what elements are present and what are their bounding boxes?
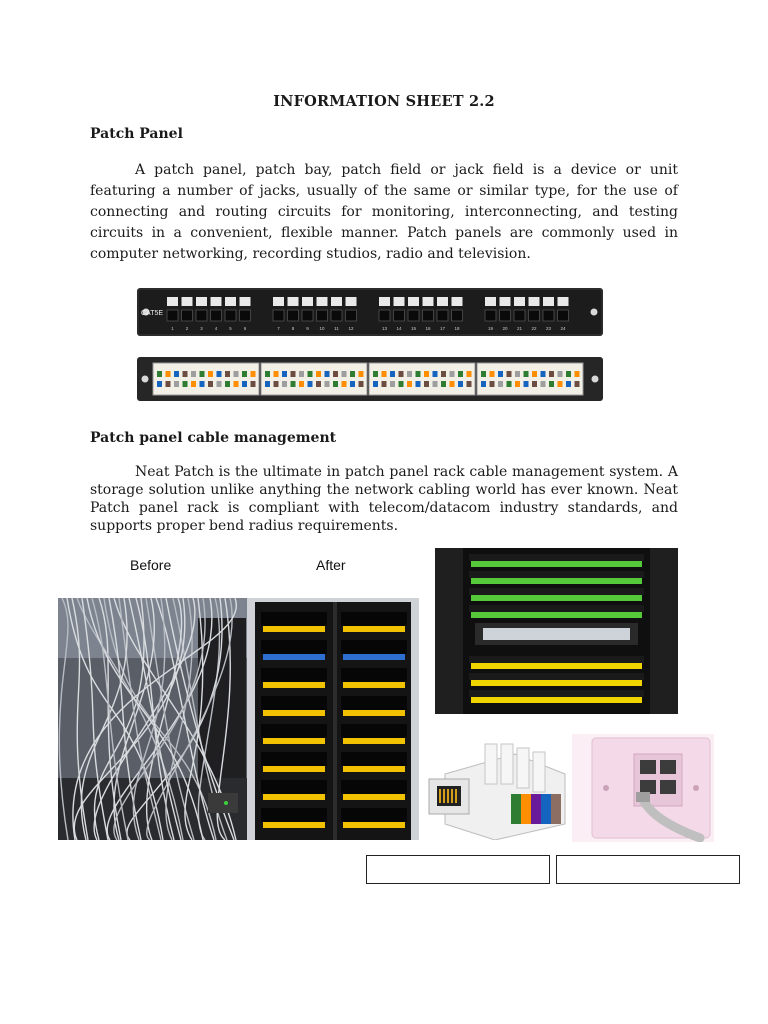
wire-pair (225, 381, 230, 387)
keystone-jack-photo (425, 734, 575, 840)
wire-pair (515, 371, 520, 377)
wire-pair (498, 371, 503, 377)
wire-pair (333, 371, 338, 377)
port-top-marker (302, 297, 313, 306)
caption-box-wall-plate[interactable] (556, 855, 740, 884)
port-number-label: 19 (487, 326, 494, 331)
wire-pair (450, 381, 455, 387)
cable-manager (341, 724, 407, 738)
wire-pair (441, 371, 446, 377)
port-number-label: 6 (243, 326, 247, 331)
rj45-port (302, 310, 313, 321)
wire-pair (274, 371, 279, 377)
wire-pair (382, 381, 387, 387)
wire-pair (251, 371, 256, 377)
port-number-label: 4 (214, 326, 218, 331)
cable-manager (341, 780, 407, 794)
wire-pair (498, 381, 503, 387)
cable-manager (341, 696, 407, 710)
punchdown-block (477, 363, 583, 395)
rj45-port (543, 310, 554, 321)
rack-cable-manager (469, 673, 644, 680)
wire-pair (174, 371, 179, 377)
cable-manager (341, 808, 407, 822)
rj45-port (317, 310, 328, 321)
wire-pair (424, 381, 429, 387)
port-number-label: 23 (545, 326, 552, 331)
cable-manager (261, 696, 327, 710)
port-top-marker (240, 297, 251, 306)
wire-pair (458, 381, 463, 387)
port-top-marker (346, 297, 357, 306)
wire-pair (390, 381, 395, 387)
port-top-marker (437, 297, 448, 306)
rj45-port (240, 310, 251, 321)
rj45-port (529, 310, 540, 321)
wire-pair (333, 381, 338, 387)
port-top-marker (182, 297, 193, 306)
wire-pair (200, 381, 205, 387)
port-number-label: 1 (171, 326, 174, 331)
rj45-port (394, 310, 405, 321)
wire-pair (407, 381, 412, 387)
wire-pair (450, 371, 455, 377)
patch-panel-rear-image (137, 357, 603, 401)
wire-pair (299, 381, 304, 387)
rj45-port (437, 310, 448, 321)
wire-pair (549, 381, 554, 387)
port-top-marker (379, 297, 390, 306)
rack-cable-manager (469, 571, 644, 578)
wire-pair (558, 371, 563, 377)
port-number-label: 17 (439, 326, 446, 331)
wire-pair (390, 371, 395, 377)
wire-pair (373, 381, 378, 387)
wire-pair (316, 381, 321, 387)
port-top-marker (196, 297, 207, 306)
panel-model-label: CAT5E (141, 310, 164, 317)
wire-pair (549, 371, 554, 377)
wire-pair (507, 371, 512, 377)
port-number-label: 2 (185, 326, 189, 331)
wire-pair (532, 371, 537, 377)
wire-pair (291, 381, 296, 387)
patch-cables (343, 682, 405, 688)
wire-pair (217, 371, 222, 377)
rj45-port (500, 310, 511, 321)
wire-pair (541, 381, 546, 387)
patch-panel-paragraph: A patch panel, patch bay, patch field or jack field is a device or unit featuring a number of jacks, usually of the same or similar type, for the use of connecting and routing circuits for monitoring, interconnecting, and testing circuits in a convenient, flexible manner. Patch panels are commonly used in computer networking, recording studios, radio and television. (90, 162, 678, 262)
wire-pair (424, 371, 429, 377)
wire-pair (325, 371, 330, 377)
patch-cables (263, 626, 325, 632)
rj45-port (331, 310, 342, 321)
wire-pair (342, 371, 347, 377)
wire-pair (282, 381, 287, 387)
patch-cables (343, 766, 405, 772)
rack-patch-cables (471, 578, 642, 584)
rack-cable-management-photo (435, 548, 678, 714)
wire-pair (208, 371, 213, 377)
cable-manager (341, 752, 407, 766)
wire-pair (490, 381, 495, 387)
wire-pair (308, 371, 313, 377)
wire-pair (541, 371, 546, 377)
wire-pair (282, 371, 287, 377)
cable-manager (261, 780, 327, 794)
cable-manager (341, 612, 407, 626)
port-top-marker (514, 297, 525, 306)
port-number-label: 11 (334, 326, 339, 331)
wire-pair (399, 371, 404, 377)
port-top-marker (331, 297, 342, 306)
rj45-port (423, 310, 434, 321)
patch-cables (343, 822, 405, 828)
color-code-label (511, 794, 561, 824)
port-top-marker (408, 297, 419, 306)
port-number-label: 15 (410, 326, 417, 331)
port-number-label: 7 (277, 326, 280, 331)
port-top-marker (500, 297, 511, 306)
rack-patch-cables (471, 663, 642, 669)
wire-pair (441, 381, 446, 387)
page-title: INFORMATION SHEET 2.2 (273, 93, 495, 110)
rj45-port (196, 310, 207, 321)
patch-cables (263, 738, 325, 744)
rj45-port (211, 310, 222, 321)
wire-pair (524, 381, 529, 387)
wire-pair (234, 371, 239, 377)
rj45-port (452, 310, 463, 321)
wire-pair (515, 381, 520, 387)
punchdown-block (261, 363, 367, 395)
port-number-label: 24 (560, 326, 566, 331)
rj45-port (558, 310, 569, 321)
wire-pair (217, 381, 222, 387)
rj45-port (273, 310, 284, 321)
wire-pair (299, 371, 304, 377)
patch-cables (263, 794, 325, 800)
wire-pair (174, 381, 179, 387)
wire-pair (157, 381, 162, 387)
port-number-label: 12 (348, 326, 354, 331)
patch-cables (263, 710, 325, 716)
port-top-marker (273, 297, 284, 306)
rj45-port (485, 310, 496, 321)
wire-pair (316, 371, 321, 377)
port-number-label: 20 (502, 326, 508, 331)
before-label: Before (130, 557, 172, 573)
port-number-label: 9 (306, 326, 309, 331)
wire-pair (166, 371, 171, 377)
wire-pair (481, 381, 486, 387)
wire-pair (373, 371, 378, 377)
cable-manager (341, 668, 407, 682)
wire-pair (191, 381, 196, 387)
rj45-port (225, 310, 236, 321)
wire-pair (507, 381, 512, 387)
section-heading-cable-management: Patch panel cable management (90, 430, 337, 446)
wire-pair (251, 381, 256, 387)
section-heading-patch-panel: Patch Panel (90, 126, 183, 142)
wire-pair (234, 381, 239, 387)
port-number-label: 22 (531, 326, 537, 331)
port-number-label: 18 (454, 326, 460, 331)
wire-pair (416, 371, 421, 377)
wire-pair (575, 381, 580, 387)
after-rack-photo (247, 598, 419, 840)
rack-patch-cables (471, 561, 642, 567)
rack-cable-manager (469, 588, 644, 595)
port-top-marker (558, 297, 569, 306)
wire-pair (566, 371, 571, 377)
patch-cables (343, 738, 405, 744)
wire-pair (433, 381, 438, 387)
wire-pair (532, 381, 537, 387)
rj45-port (346, 310, 357, 321)
wire-pair (225, 371, 230, 377)
rj45-port (167, 310, 178, 321)
rj45-port (379, 310, 390, 321)
before-rack-photo (58, 598, 250, 840)
wire-pair (183, 371, 188, 377)
port-number-label: 10 (319, 326, 325, 331)
rj45-port (408, 310, 419, 321)
port-number-label: 14 (396, 326, 402, 331)
wire-pair (157, 371, 162, 377)
rack-patch-cables (471, 680, 642, 686)
port-number-label: 16 (425, 326, 431, 331)
port-top-marker (288, 297, 299, 306)
wire-pair (274, 381, 279, 387)
port-top-marker (423, 297, 434, 306)
port-top-marker (543, 297, 554, 306)
wire-pair (183, 381, 188, 387)
cable-manager (261, 808, 327, 822)
caption-box-keystone-jack[interactable] (366, 855, 550, 884)
patch-cables (343, 794, 405, 800)
wire-pair (524, 371, 529, 377)
patch-panel-front-image (137, 288, 603, 336)
cable-manager (341, 640, 407, 654)
port-number-label: 8 (291, 326, 295, 331)
wire-pair (359, 381, 364, 387)
cable-manager (261, 752, 327, 766)
wire-pair (399, 381, 404, 387)
rj45-port (288, 310, 299, 321)
port-top-marker (529, 297, 540, 306)
wire-pair (481, 371, 486, 377)
wire-pair (467, 371, 472, 377)
punchdown-block (153, 363, 259, 395)
rack-cable-manager (469, 554, 644, 561)
wire-pair (490, 371, 495, 377)
cable-manager (261, 640, 327, 654)
port-top-marker (394, 297, 405, 306)
wire-pair (458, 371, 463, 377)
patch-cables (263, 822, 325, 828)
patch-cables (263, 654, 325, 660)
wire-pair (350, 371, 355, 377)
cable-manager (261, 668, 327, 682)
rj45-port (514, 310, 525, 321)
wire-pair (191, 371, 196, 377)
wall-plate-photo (572, 734, 714, 842)
port-number-label: 21 (516, 326, 523, 331)
cable-manager (261, 612, 327, 626)
wire-pair (575, 371, 580, 377)
port-number-label: 13 (381, 326, 388, 331)
port-top-marker (452, 297, 463, 306)
cable-manager (261, 724, 327, 738)
punchdown-block (369, 363, 475, 395)
port-top-marker (167, 297, 178, 306)
patch-cables (343, 654, 405, 660)
wire-pair (566, 381, 571, 387)
wire-pair (558, 381, 563, 387)
wire-pair (308, 381, 313, 387)
port-top-marker (317, 297, 328, 306)
patch-cables (343, 626, 405, 632)
rack-patch-cables (471, 595, 642, 601)
after-label: After (316, 557, 346, 573)
wire-pair (407, 371, 412, 377)
wire-pair (416, 381, 421, 387)
port-number-label: 5 (229, 326, 232, 331)
port-top-marker (485, 297, 496, 306)
wire-pair (291, 371, 296, 377)
wire-pair (242, 381, 247, 387)
wire-pair (433, 371, 438, 377)
port-top-marker (225, 297, 236, 306)
wire-pair (166, 381, 171, 387)
wire-pair (208, 381, 213, 387)
rack-cable-manager (469, 690, 644, 697)
wire-pair (265, 381, 270, 387)
patch-cables (263, 766, 325, 772)
port-top-marker (211, 297, 222, 306)
rack-patch-cables (471, 612, 642, 618)
wire-pair (350, 381, 355, 387)
wire-pair (382, 371, 387, 377)
wire-pair (242, 371, 247, 377)
wire-pair (342, 381, 347, 387)
wire-pair (265, 371, 270, 377)
port-number-label: 3 (200, 326, 203, 331)
wire-pair (467, 381, 472, 387)
rack-cable-manager (469, 605, 644, 612)
rack-patch-cables (471, 697, 642, 703)
wire-pair (200, 371, 205, 377)
wire-pair (325, 381, 330, 387)
rack-cable-manager (469, 656, 644, 663)
rj45-port (182, 310, 193, 321)
patch-cables (343, 710, 405, 716)
wire-pair (359, 371, 364, 377)
patch-cables (263, 682, 325, 688)
cable-management-paragraph: Neat Patch is the ultimate in patch panel rack cable management system. A storage solution unlike anything the network cabling world has ever known. Neat Patch panel rack is compliant with telecom/datacom industry standards, and supports proper bend radius requirements. (90, 464, 678, 534)
